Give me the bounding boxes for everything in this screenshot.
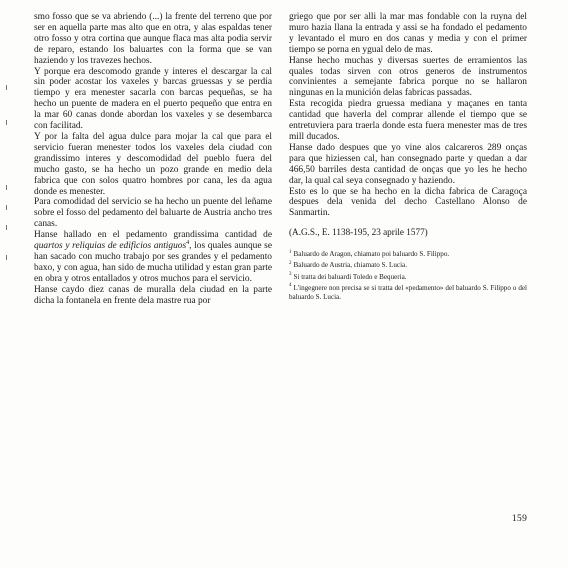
footnote-text: L'ingegnere non precisa se si tratta del «pedamento» del baluardo S. Filippo o del baluardo S. Lucia.: [289, 283, 527, 301]
paragraph: [34, 230, 272, 285]
margin-mark: [6, 205, 7, 210]
footnotes: [289, 250, 527, 302]
paragraph: Esta recogida piedra gruessa mediana y maçanes en tanta cantidad que haverla del comprar allende el tiempo que se entretuviera para traerla donde esta fuera menester mas de tres mill ducados.: [289, 99, 527, 142]
paragraph-text: , los quales aunque se han sacado con mucho trabajo por ses grandes y el pedamento baxo, y con agua, han sido de mucha utilidad y estan gran parte en obra y otros entallados y otros muchos para el servicio.: [34, 241, 272, 284]
paragraph: Hanse dado despues que yo vine alos calcareros 289 onças para que hiziessen cal, han consegnado parte y quedan a dar 466,50 barriles desta cantidad de onças que yo les he hecho dar, la qual cal seya consegnado y haziendo.: [289, 142, 527, 186]
paragraph: Esto es lo que se ha hecho en la dicha fabrica de Caragoça despues dela venida del decho Castellano Alonso de Sanmartin.: [289, 186, 527, 219]
footnote-number: 1: [289, 249, 292, 255]
left-column: [34, 12, 272, 306]
margin-mark: [6, 120, 7, 125]
archive-citation: (A.G.S., E. 1138-195, 23 aprile 1577): [289, 227, 428, 238]
footnote-number: 2: [289, 260, 292, 266]
paragraph: Hanse caydo diez canas de muralla dela ciudad en la parte dicha la fontanela en frente dela mastre rua por: [34, 284, 272, 306]
footnote-reference: 4: [186, 239, 190, 246]
italic-phrase: quartos y reliquias de edificios antiguos: [34, 241, 187, 252]
margin-mark: [6, 225, 7, 230]
paragraph-text: Hanse hallado en el pedamento grandissima cantidad de: [34, 230, 272, 241]
paragraph: Y porque era descomodo grande y interes el descargar la cal sin poder acostar los vaxeles y barcas gruessas y se perdia tiempo y era menester sacarla con barcas pequeñas, se ha hecho un puente de madera en el puerto pequeño que entra en la mar 60 canas donde abordan los vaxeles y se desembarca con facilitad.: [34, 66, 272, 132]
paragraph: smo fosso que se va abriendo (...) la frente del terreno que por ser en aquella parte mas alto que en otra, y alas espaldas tener otro fosso y otra cortina que aunque flaca mas alta podia servir de reparo, estando los baluartes con la forma que se van haziendo y los travezes hechos.: [34, 12, 272, 66]
right-column: [289, 12, 527, 304]
margin-mark: [6, 185, 7, 190]
paragraph: Hanse hecho muchas y diversas suertes de erramientos las quales todas sirven con otros generos de instrumentos convinientes a semejante fabrica porque no se hallaron ningunas en la munición delas fabricas passadas.: [289, 55, 527, 99]
footnote-number: 3: [289, 272, 292, 278]
margin-mark: [6, 85, 7, 90]
footnote: [289, 273, 527, 282]
footnote: [289, 250, 527, 259]
footnote-number: 4: [289, 283, 292, 289]
paragraph: Para comodidad del servicio se ha hecho un puente del leñame sobre el fosso del pedamento del baluarte de Austria ancho tres canas.: [34, 197, 272, 230]
footnote: [289, 261, 527, 270]
footnote-text: Si tratta dei baluardi Toledo e Bequeria.: [293, 272, 407, 281]
paragraph: griego que por ser alli la mar mas fondable con la ruyna del muro hazia llana la entrada y assi se ha fondado el pedamento y levantado el muro en dos canas y media y con el primer tiempo se porna en ygual delo de mas.: [289, 12, 527, 55]
margin-mark: [6, 255, 7, 260]
page-number: 159: [512, 514, 528, 524]
footnote: [289, 284, 527, 302]
footnote-text: Baluardo de Aragon, chiamato poi baluardo S. Filippo.: [293, 250, 450, 259]
footnote-text: Baluardo de Austria, chiamato S. Lucia.: [293, 261, 407, 270]
paragraph: Y por la falta del agua dulce para mojar la cal que para el servicio fueran menester todos los vaxeles dela ciudad con grandissimo interes y descomodidad del pueblo fuera del mucho gasto, se ha hecho un pozo grande en medio dela fabrica que con solos quatro hombres por cana, les da agua donde es menester.: [34, 131, 272, 197]
